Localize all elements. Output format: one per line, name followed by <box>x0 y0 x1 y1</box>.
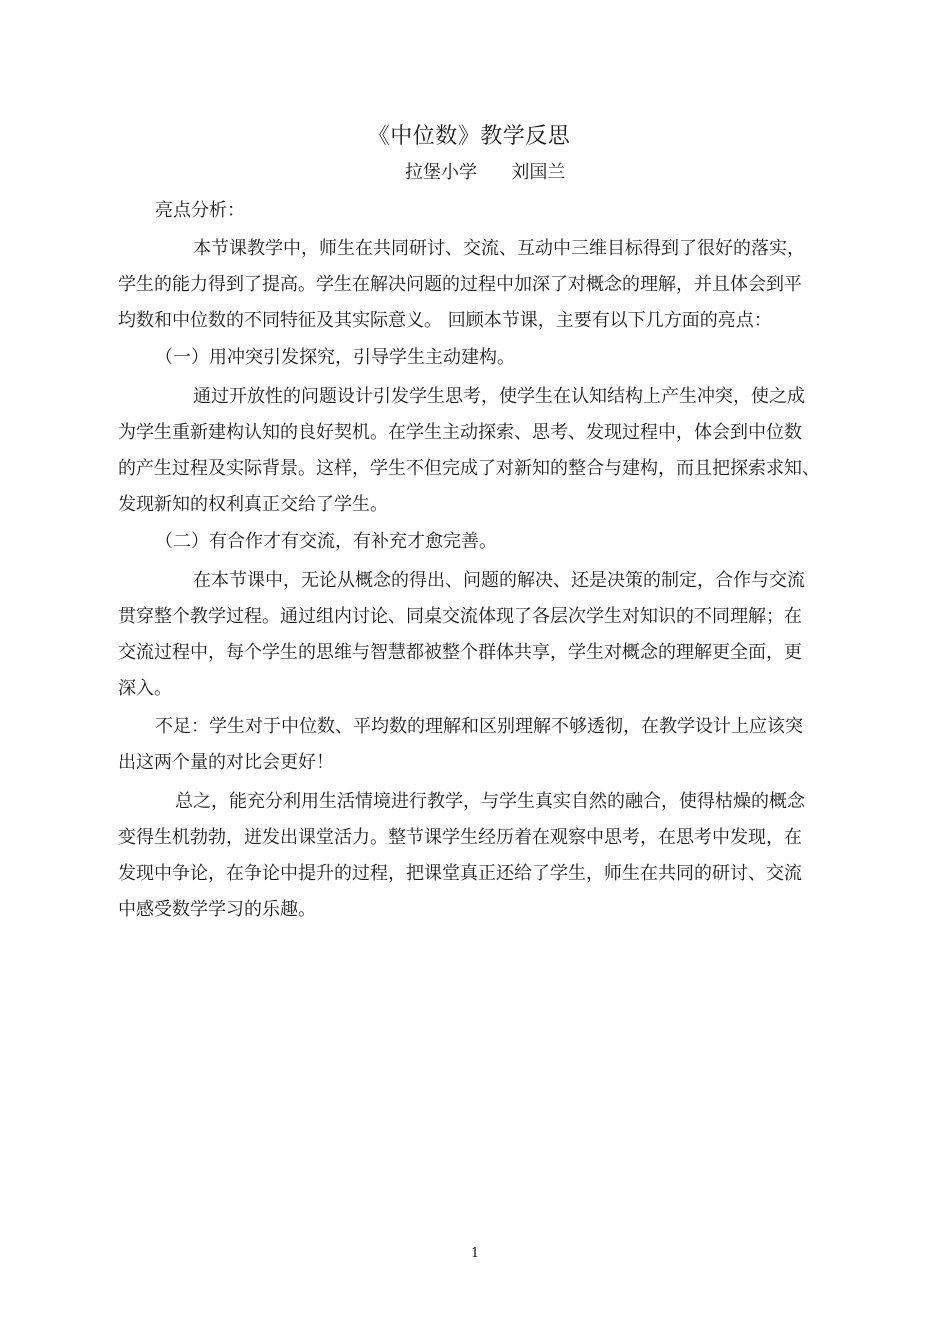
paragraph-line: 本节课教学中，师生在共同研讨、交流、互动中三维目标得到了很好的落实， <box>193 238 805 259</box>
paragraph-line: 交流过程中，每个学生的思维与智慧都被整个群体共享，学生对概念的理解更全面，更 <box>118 642 802 663</box>
paragraph-line: 发现新知的权利真正交给了学生。 <box>118 494 388 515</box>
paragraph-line: 发现中争论，在争论中提升的过程，把课堂真正还给了学生，师生在共同的研讨、交流 <box>118 863 802 884</box>
paragraph-line: 均数和中位数的不同特征及其实际意义。 回顾本节课，主要有以下几方面的亮点： <box>118 310 772 331</box>
paragraph-line: 总之，能充分利用生活情境进行教学，与学生真实自然的融合，使得枯燥的概念 <box>175 791 805 812</box>
paragraph-line: 为学生重新建构认知的良好契机。在学生主动探索、思考、发现过程中，体会到中位数 <box>118 422 802 443</box>
paragraph-line: 在本节课中，无论从概念的得出、问题的解决、还是决策的制定，合作与交流 <box>193 570 805 591</box>
subheading-one: （一）用冲突引发探究，引导学生主动建构。 <box>155 347 515 368</box>
author-line: 拉堡小学 刘国兰 <box>405 162 566 183</box>
section-heading-highlights: 亮点分析： <box>155 200 245 221</box>
paragraph-line: 不足：学生对于中位数、平均数的理解和区别理解不够透彻，在教学设计上应该突 <box>155 716 803 737</box>
paragraph-line: 学生的能力得到了提高。学生在解决问题的过程中加深了对概念的理解，并且体会到平 <box>118 274 802 295</box>
paragraph-line: 的产生过程及实际背景。这样，学生不但完成了对新知的整合与建构，而且把探索求知、 <box>118 458 820 479</box>
paragraph-line: 贯穿整个教学过程。通过组内讨论、同桌交流体现了各层次学生对知识的不同理解；在 <box>118 606 802 627</box>
paragraph-line: 变得生机勃勃，迸发出课堂活力。整节课学生经历着在观察中思考，在思考中发现，在 <box>118 827 802 848</box>
page-number: 1 <box>470 1246 480 1261</box>
document-title: 《中位数》教学反思 <box>367 124 571 149</box>
paragraph-line: 深入。 <box>118 678 172 699</box>
subheading-two: （二）有合作才有交流，有补充才愈完善。 <box>155 531 497 552</box>
paragraph-line: 中感受数学学习的乐趣。 <box>118 899 316 920</box>
paragraph-line: 通过开放性的问题设计引发学生思考，使学生在认知结构上产生冲突，使之成 <box>193 386 805 407</box>
paragraph-line: 出这两个量的对比会更好！ <box>118 752 334 773</box>
